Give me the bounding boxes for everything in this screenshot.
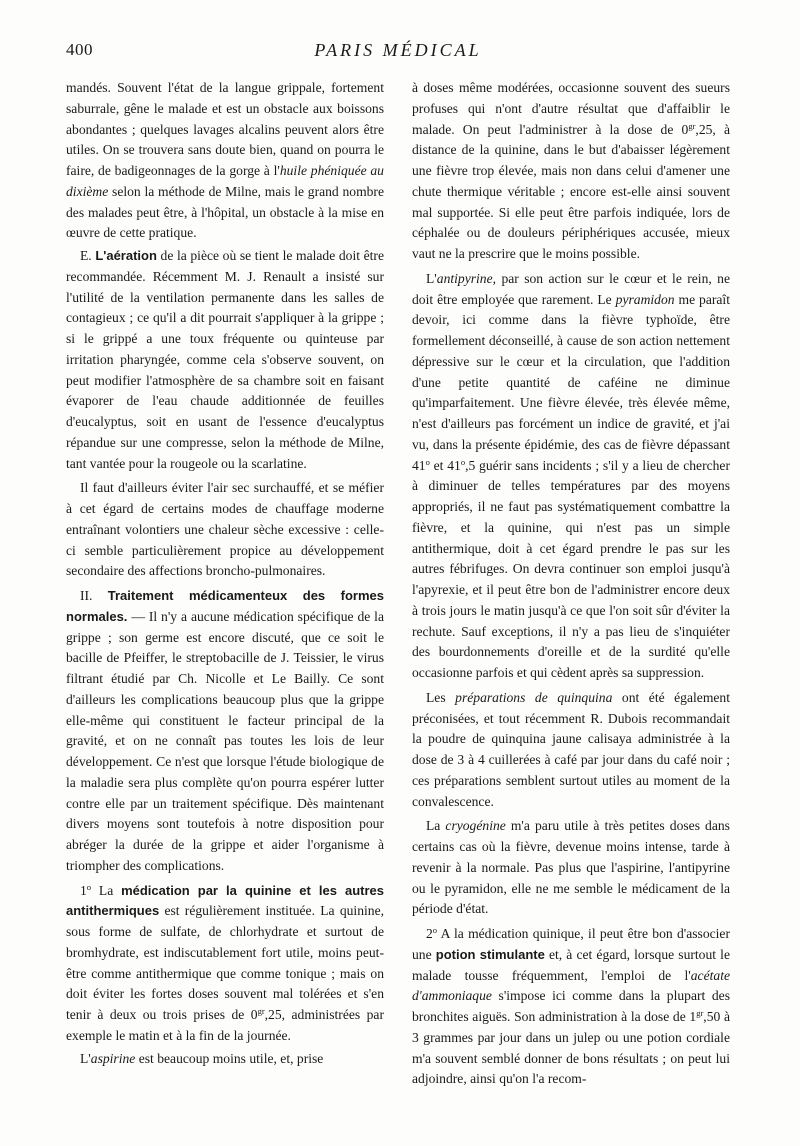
text-run: Il faut d'ailleurs éviter l'air sec surchauffé, et se méfier à cet égard de certains modes de chauffage moderne entraînant volontiers une chaleur sèche excessive : celle-ci semble particulièrement propice au développement secondaire des affections broncho-pulmonaires. [66,480,384,579]
bold-heading: L'aération [95,248,157,263]
italic-term: antipyrine [436,270,493,286]
right-paragraph-2 [412,269,730,684]
text-run: Les [426,689,456,705]
bold-heading: potion stimulante [435,946,545,962]
right-paragraph-4 [412,816,730,920]
left-paragraph-1 [66,78,384,244]
text-run: E. [80,248,96,263]
superscript: gr [257,1006,265,1016]
italic-term: aspirine [90,1050,136,1066]
left-paragraph-3 [66,478,384,582]
bold-heading: Traitement médicamenteux des formes normales. [66,588,384,624]
italic-term: pyramidon [615,291,675,307]
text-run: à doses même modérées, occasionne souvent des sueurs profuses qui n'ont d'autre résultat que d'affaiblir le malade. On peut l'administrer à la dose de 0 [412,80,730,137]
left-paragraph-5 [66,881,384,1047]
bold-heading: médication par la quinine et les autres antithermiques [66,882,384,919]
text-run: L' [80,1050,91,1066]
text-run: mandés. Souvent l'état de la langue grippale, fortement saburrale, gêne le malade et est un obstacle aux boissons abondantes ; quelques lavages alcalins peuvent alors être utiles. On se trouvera sans doute bien, quand on pourra le faire, de badigeonnages de la gorge à l' [66,80,384,178]
page-header [66,40,730,68]
superscript: o [86,881,92,892]
right-paragraph-5 [412,924,730,1090]
text-run: est régulièrement instituée. La quinine, sous forme de sulfate, de chlorhydrate et surtout de bromhydrate, est indiscutablement fort utile, moins peut-être comme antithermique que comme tonique ; mais on doit éviter les fortes doses souvent mal tolérées et s'en tenir à deux ou trois prises de 0 [66,903,384,1022]
left-paragraph-4 [66,586,384,877]
text-run: est beaucoup moins utile, et, prise [135,1050,324,1066]
text-run: et 41 [429,457,461,473]
superscript: o [432,925,438,935]
text-run: ,25, à distance de la quinine, dans le but d'abaisser légèrement une fièvre trop élevée, mais non dans celui d'amener une chute thermique véritable ; encore est-elle ainsi souvent mal supportée. Si elle peut être parfois indiquée, lors de céphalée ou de douleurs périphériques accusée, mieux vaut ne la prescrire que le moins possible. [412,121,730,261]
text-run: 2 [426,926,433,941]
text-run: L' [426,270,437,286]
italic-term: acétate d'ammoniaque [412,967,730,1004]
right-column [412,78,730,1092]
text-run: ,5 guérir sans incidents ; s'il y a lieu de chercher à diminuer de telles températures par des moyens appropriés, il ne faut pas systématiquement combattre la fièvre, et la quinine, qui n'est pas un simple antithermique, doit à cet égard prendre le pas sur les autres fébrifuges. On devra continuer son emploi jusqu'à l'apyrexie, et il peut être bon de l'administrer encore deux à trois jours le matin jusqu'à ce que l'on soit sûr d'éviter la rechute. Sauf exceptions, il n'y a pas lieu de s'inquiéter des bourdonnements d'oreille et de la surdité qu'elle occasionne parfois et qui cèdent après sa suppression. [412,457,730,680]
left-paragraph-6 [66,1049,384,1070]
text-run: de la pièce où se tient le malade doit être recommandée. Récemment M. J. Renault a insisté sur l'utilité de la ventilation permanente dans les salles de contagieux ; ce qu'il a dit pourrait s'appliquer à la grippe ; si le grippé a une toux fréquente ou quinteuse par irritation pharyngée, comme cela s'observe souvent, on peut modifier l'atmosphère de sa chambre soit en faisant évaporer de l'eau chaude additionnée de feuilles d'eucalyptus, soit en usant de l'essence d'eucalyptus répandue sur une compresse, selon la méthode de Milne, tant vantée pour la rougeole ou la scarlatine. [66,248,384,471]
page-number: 400 [66,40,93,59]
text-run: 1 [80,882,87,898]
superscript: o [425,456,430,467]
right-paragraph-3 [412,688,730,813]
text-run: ont été également préconisées, et tout récemment R. Dubois recommandait la poudre de quinquina jaune calisaya administrée à la dose de 3 à 4 cuillerées à café par jour dans du café noir ; ces préparations semblent surtout utiles au moment de la convalescence. [412,689,731,809]
left-paragraph-2 [66,246,384,474]
italic-term: cryogénine [445,818,506,834]
italic-term: huile phéniquée au dixième [66,163,384,199]
journal-title: PARIS MÉDICAL [314,40,482,60]
text-run: selon la méthode de Milne, mais le grand nombre des malades peut être, à l'hôpital, un obstacle à la mise en œuvre de cette pratique. [66,183,384,241]
text-run: La [426,818,446,834]
text-run: m'a paru utile à très petites doses dans certains cas où la fièvre, devenue moins intense, tarde à revenir à la normale. Pas plus que l'aspirine, l'antipyrine ou le pyramidon, elle ne me semble le médicament de la période d'état. [412,818,730,917]
text-run: ,25, administrées par exemple le matin et à la fin de la journée. [66,1007,384,1043]
text-run: me paraît devoir, ici comme dans la fièvre typhoïde, être formellement déconseillé, à cause de son action nettement dépressive sur le cœur et la circulation, que l'addition d'une petite quantité de caféine ne diminue qu'imparfaitement. Une fièvre élevée, très élevée même, n'est d'ailleurs pas forcément un indice de gravité, et j'ai vu, dans la présente épidémie, des cas de fièvre dépassant 41 [412,291,730,473]
text-run: ,50 à 3 grammes par jour dans un julep ou une potion cordiale m'a souvent semblé donner de bons résultats ; on peut lui adjoindre, ainsi qu'on l'a recom- [412,1009,730,1087]
superscript: gr [696,1008,704,1018]
italic-term: préparations de quinquina [455,689,613,705]
text-run: et, à cet égard, lorsque surtout le malade tousse fréquemment, l'emploi de l' [412,946,730,983]
text-run: II. [80,588,108,603]
text-run: , par son action sur le cœur et le rein, ne doit être employée que rarement. Le [412,270,730,307]
right-paragraph-1 [412,78,730,265]
left-column [66,78,384,1071]
text-run: — Il n'y a aucune médication spécifique de la grippe ; son germe est encore discuté, que ce soit le bacille de Pfeiffer, le streptobacille de J. Teissier, le virus filtrant étudié par Ch. Nicolle et Le Bailly. Ce sont d'ailleurs les complications beaucoup plus que la grippe elle-même qui constituent le facteur principal de la gravité, et on ne connaît pas toutes les lois de leur développement. Ce n'est que lorsque l'étude biologique de la maladie sera plus complète qu'on pourra espérer lutter contre elle par un traitement spécifique. Dès maintenant divers moyens sont toutefois à notre disposition pour abréger la durée de la grippe et aider l'organisme à triompher des complications. [66,608,384,873]
text-run: La [91,882,122,898]
superscript: o [460,456,466,467]
text-run: A la médication quinique, il peut être bon d'associer une [412,926,730,962]
text-run: s'impose ici comme dans la plupart des bronchites aiguës. Son administration à la dose de 1 [412,988,730,1024]
superscript: gr [688,120,696,131]
